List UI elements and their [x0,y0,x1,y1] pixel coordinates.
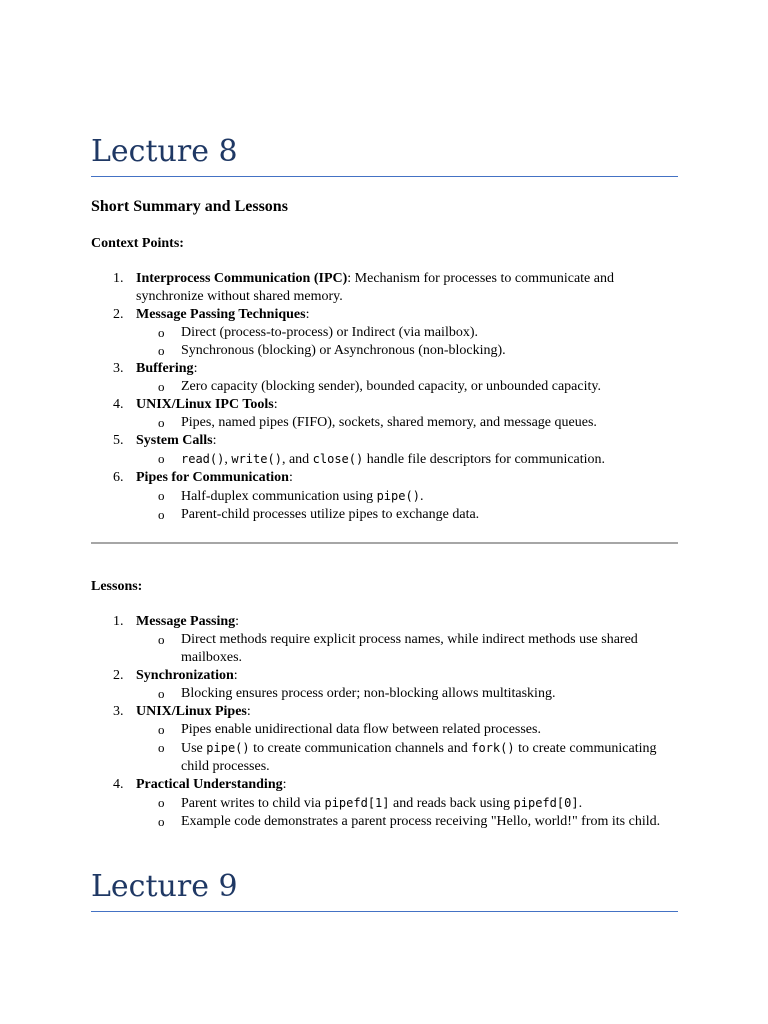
list-item [91,306,678,360]
sub-list-item [136,685,678,703]
item-number: 5. [113,433,124,448]
sub-item-text: and reads back using [389,796,514,811]
item-term: System Calls [136,433,213,448]
bullet-marker: o [158,795,165,810]
item-number: 6. [113,470,124,485]
item-number: 4. [113,777,124,792]
item-term: Message Passing [136,614,236,629]
bullet-marker: o [158,325,165,340]
list-item [91,396,678,432]
item-term: Buffering [136,361,194,376]
item-number: 3. [113,361,124,376]
bullet-marker: o [158,451,165,466]
sub-list-item [136,739,678,776]
sub-item-text: Parent-child processes utilize pipes to exchange data. [181,507,480,522]
section-divider [91,542,678,544]
item-number: 3. [113,704,124,719]
sub-list [136,487,678,524]
sub-item-text: Example code demonstrates a parent process receiving "Hello, world!" from its child. [181,814,661,829]
item-number: 1. [113,271,124,286]
context-points-heading: Context Points: [91,236,184,251]
inline-code: close() [312,452,364,466]
lessons-list [91,613,678,831]
sub-list [136,378,678,396]
sub-item-text: , [224,452,232,467]
sub-list [136,324,678,360]
title-underline [91,911,678,912]
item-description: : [273,397,278,412]
sub-item-text: . [419,489,424,504]
item-term: Pipes for Communication [136,470,289,485]
list-item [91,776,678,831]
list-item [91,432,678,469]
inline-code: read() [181,452,225,466]
sub-item-text: Synchronous (blocking) or Asynchronous (non-blocking). [181,343,506,358]
item-description: : [246,704,251,719]
sub-item-text: , and [281,452,313,467]
sub-item-text: . [578,796,583,811]
sub-list-item [136,414,678,432]
inline-code: pipefd[0] [513,796,579,810]
sub-list-item [136,324,678,342]
bullet-marker: o [158,379,165,394]
item-term: UNIX/Linux Pipes [136,704,247,719]
sub-item-text: Parent writes to child via [181,796,325,811]
sub-item-text: Blocking ensures process order; non-blocking allows multitasking. [181,686,556,701]
sub-list-item [136,342,678,360]
sub-list [136,721,678,776]
sub-item-text: Half-duplex communication using [181,489,377,504]
sub-list-item [136,450,678,469]
sub-list-item [136,813,678,831]
bullet-marker: o [158,488,165,503]
item-number: 2. [113,307,124,322]
bullet-marker: o [158,740,165,755]
inline-code: fork() [471,741,515,755]
sub-list [136,414,678,432]
sub-item-text: handle file descriptors for communication. [363,452,606,467]
sub-item-text: Zero capacity (blocking sender), bounded capacity, or unbounded capacity. [181,379,601,394]
sub-list [136,685,678,703]
item-description: : [305,307,310,322]
item-description: : Mechanism for processes to communicate and synchronize without shared memory. [136,271,614,304]
summary-heading: Short Summary and Lessons [91,198,288,215]
item-description: : [235,614,240,629]
lecture-8-title: Lecture 8 [91,134,238,169]
inline-code: write() [231,452,282,466]
sub-list-item [136,506,678,524]
sub-list-item [136,721,678,739]
list-item [91,613,678,667]
item-description: : [233,668,238,683]
sub-item-text: Direct methods require explicit process names, while indirect methods use shared mailboxes. [181,632,638,665]
item-term: Interprocess Communication (IPC) [136,271,348,286]
list-item [91,270,678,306]
item-description: : [212,433,217,448]
list-item [91,469,678,524]
sub-list [136,450,678,469]
sub-list-item [136,631,678,667]
sub-list-item [136,487,678,506]
list-item [91,703,678,776]
item-description: : [288,470,293,485]
lecture-9-title: Lecture 9 [91,869,238,904]
sub-item-text: to create communicating child processes. [181,741,657,774]
sub-list-item [136,794,678,813]
item-number: 2. [113,668,124,683]
bullet-marker: o [158,686,165,701]
item-number: 1. [113,614,124,629]
item-term: Message Passing Techniques [136,307,306,322]
sub-list-item [136,378,678,396]
sub-item-text: Pipes, named pipes (FIFO), sockets, shared memory, and message queues. [181,415,597,430]
item-number: 4. [113,397,124,412]
item-description: : [193,361,198,376]
bullet-marker: o [158,343,165,358]
sub-item-text: to create communication channels and [249,741,472,756]
list-item [91,667,678,703]
bullet-marker: o [158,632,165,647]
sub-list [136,794,678,831]
sub-list [136,631,678,667]
bullet-marker: o [158,507,165,522]
title-underline [91,176,678,177]
sub-item-text: Pipes enable unidirectional data flow between related processes. [181,722,541,737]
item-term: UNIX/Linux IPC Tools [136,397,274,412]
list-item [91,360,678,396]
inline-code: pipefd[1] [324,796,390,810]
item-term: Synchronization [136,668,234,683]
inline-code: pipe() [206,741,250,755]
sub-item-text: Direct (process-to-process) or Indirect (via mailbox). [181,325,478,340]
bullet-marker: o [158,722,165,737]
context-points-list [91,270,678,524]
inline-code: pipe() [376,489,420,503]
item-description: : [282,777,287,792]
lessons-heading: Lessons: [91,579,143,594]
bullet-marker: o [158,415,165,430]
sub-item-text: Use [181,741,207,756]
bullet-marker: o [158,814,165,829]
item-term: Practical Understanding [136,777,283,792]
